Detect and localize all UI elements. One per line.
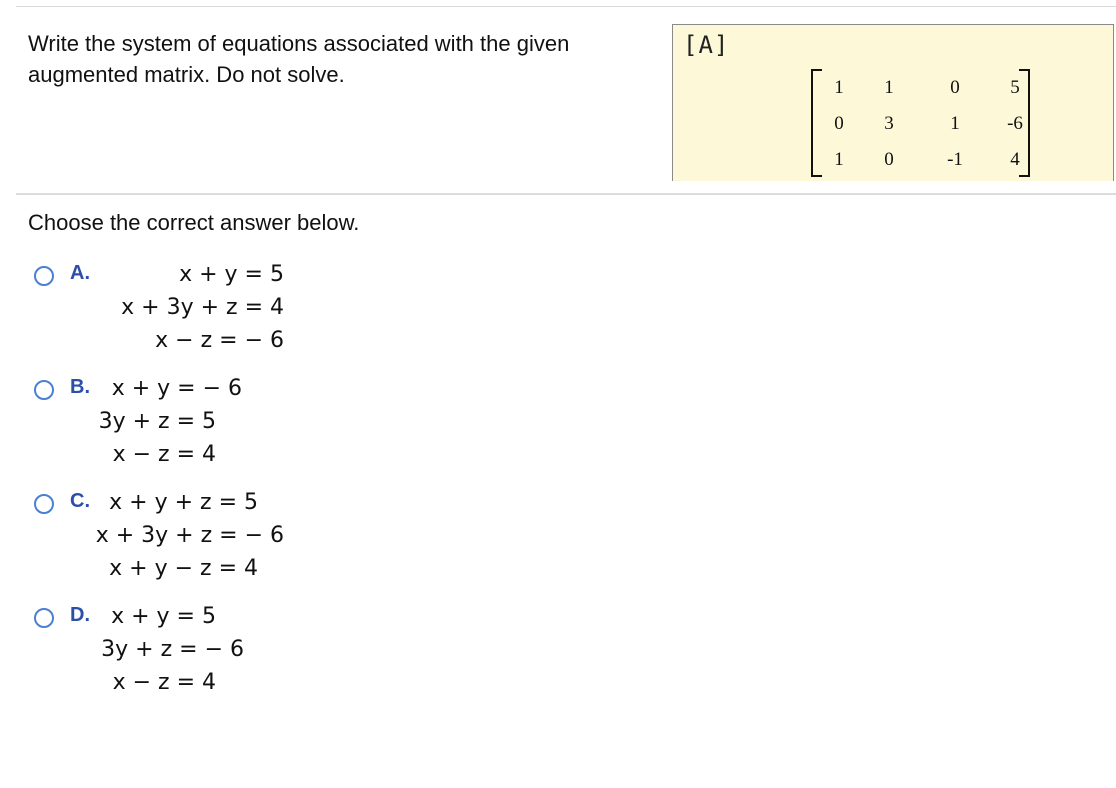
matrix-cell: 1	[884, 77, 894, 98]
matrix-label: [A]	[683, 31, 730, 59]
radio-button-b[interactable]	[34, 380, 54, 400]
matrix-cell: 0	[950, 77, 960, 98]
matrix-cell: 4	[1010, 149, 1020, 170]
augmented-matrix-panel	[672, 24, 1114, 181]
equation-line: x − z = 4	[112, 442, 216, 467]
answer-prompt: Choose the correct answer below.	[28, 210, 360, 235]
radio-button-a[interactable]	[34, 266, 54, 286]
equation-line: x + 3y + z = 4	[121, 295, 284, 320]
matrix-cell: 0	[834, 113, 844, 134]
matrix-cell: 1	[834, 77, 844, 98]
section-divider	[16, 193, 1116, 195]
equation-line: x + y = 5	[111, 604, 216, 629]
top-divider	[16, 6, 1116, 7]
equation-line: 3y + z = 5	[98, 409, 216, 434]
equation-line: x + y = − 6	[111, 376, 242, 401]
equation-line: x + y + z = 5	[109, 490, 258, 515]
option-letter: D.	[70, 604, 90, 626]
equation-line: x − z = − 6	[155, 328, 284, 353]
option-letter: C.	[70, 490, 90, 512]
matrix-cell: -1	[947, 149, 963, 170]
radio-button-c[interactable]	[34, 494, 54, 514]
equation-line: x + 3y + z = − 6	[95, 523, 284, 548]
matrix-cell: 1	[834, 149, 844, 170]
equation-line: 3y + z = − 6	[101, 637, 244, 662]
matrix-cell: 0	[884, 149, 894, 170]
equation-line: x + y = 5	[179, 262, 284, 287]
equation-line: x + y − z = 4	[109, 556, 258, 581]
option-letter: A.	[70, 262, 90, 284]
matrix-cell: 1	[950, 113, 960, 134]
equation-line: x − z = 4	[112, 670, 216, 695]
matrix-cell: 3	[884, 113, 894, 134]
question-text: Write the system of equations associated with the given augmented matrix. Do not solve.	[28, 31, 570, 87]
option-letter: B.	[70, 376, 90, 398]
matrix-cell: 5	[1010, 77, 1020, 98]
matrix-cell: -6	[1007, 113, 1023, 134]
